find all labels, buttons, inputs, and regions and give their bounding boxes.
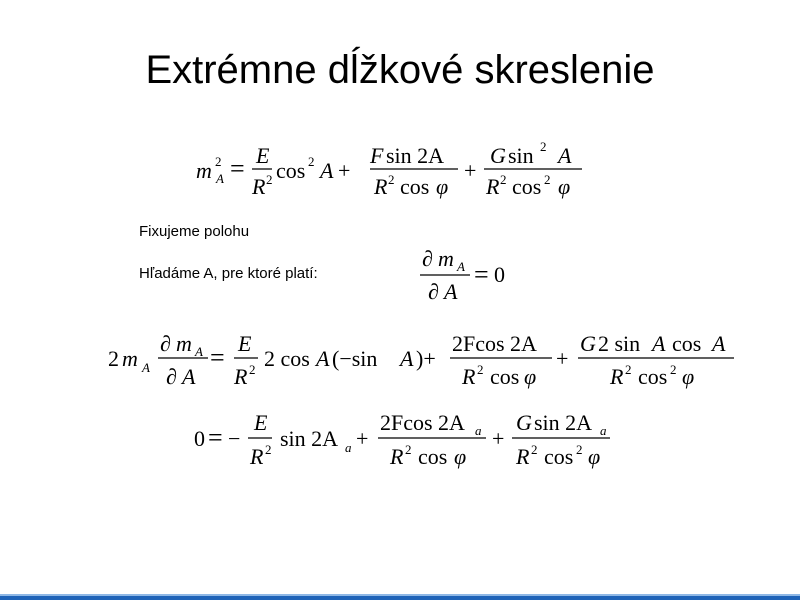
svg-text:cos: cos [418,444,448,469]
svg-text:2: 2 [540,139,547,154]
svg-text:A: A [182,364,196,389]
svg-text:2: 2 [544,172,551,187]
svg-text:G: G [490,143,506,168]
svg-text:2: 2 [477,362,484,377]
svg-text:cos: cos [400,174,430,199]
svg-text:∂: ∂ [422,246,433,271]
svg-text:2: 2 [266,172,273,187]
svg-text:2Fcos 2A: 2Fcos 2A [452,331,537,356]
svg-text:A: A [320,158,334,183]
svg-text:E: E [238,331,252,356]
svg-text:sin 2A: sin 2A [534,410,593,435]
equation-1 [190,138,600,208]
svg-text:2: 2 [405,442,412,457]
fix-position-text: Fixujeme polohu [139,223,250,240]
svg-text:2: 2 [108,346,119,371]
svg-text:m: m [438,246,454,271]
svg-text:+: + [338,158,351,183]
svg-text:cos: cos [490,364,520,389]
svg-text:2: 2 [670,362,677,377]
svg-text:R: R [610,364,624,389]
svg-text:φ: φ [588,444,601,469]
svg-text:2: 2 [576,442,583,457]
svg-text:(−sin: (−sin [332,346,378,371]
svg-text:+: + [556,346,569,371]
svg-text:2: 2 [388,172,395,187]
svg-text:∂: ∂ [166,364,177,389]
svg-text:sin 2A: sin 2A [386,143,445,168]
svg-text:0: 0 [194,426,205,451]
svg-text:+: + [492,426,505,451]
svg-text:A: A [652,331,666,356]
footer-bar [0,594,800,600]
svg-text:m: m [122,346,138,371]
svg-text:=: = [474,260,489,289]
svg-text:A: A [316,346,330,371]
svg-text:+: + [356,426,369,451]
svg-text:cos: cos [672,331,702,356]
svg-text:R: R [374,174,388,199]
svg-text:R: R [486,174,500,199]
svg-text:φ: φ [524,364,537,389]
svg-text:sin 2A: sin 2A [280,426,339,451]
svg-text:cos: cos [276,158,306,183]
svg-text:=: = [230,154,245,183]
svg-text:A: A [195,344,203,359]
svg-text:2 cos: 2 cos [264,346,310,371]
svg-text:A: A [457,259,465,274]
svg-text:φ: φ [682,364,695,389]
svg-text:φ: φ [558,174,571,199]
svg-text:m: m [196,158,212,183]
svg-text:=: = [208,423,223,452]
svg-text:cos: cos [512,174,542,199]
svg-text:E: E [254,410,268,435]
svg-text:A: A [216,171,224,186]
svg-text:−: − [228,426,241,451]
svg-text:0: 0 [494,262,505,287]
svg-text:cos: cos [544,444,574,469]
svg-text:R: R [462,364,476,389]
svg-text:φ: φ [436,174,449,199]
svg-text:R: R [390,444,404,469]
svg-text:E: E [256,143,270,168]
svg-text:R: R [234,364,248,389]
svg-text:a: a [475,423,482,438]
svg-text:+: + [464,158,477,183]
svg-text:A: A [712,331,726,356]
svg-text:)+: )+ [416,346,436,371]
slide-title: Extrémne dĺžkové skreslenie [145,48,655,92]
svg-text:=: = [210,343,225,372]
svg-text:2: 2 [265,442,272,457]
svg-text:a: a [345,440,352,455]
svg-text:2: 2 [308,154,315,169]
equation-4 [190,404,620,474]
svg-text:A: A [444,279,458,304]
svg-text:∂: ∂ [428,279,439,304]
svg-text:2: 2 [625,362,632,377]
svg-text:sin: sin [508,143,534,168]
svg-text:m: m [176,331,192,356]
svg-text:A: A [558,143,572,168]
svg-text:G: G [580,331,596,356]
svg-text:A: A [142,360,150,375]
svg-text:R: R [250,444,264,469]
svg-text:2: 2 [249,362,256,377]
svg-text:F: F [370,143,384,168]
equation-2 [418,240,518,310]
svg-text:A: A [400,346,414,371]
svg-text:2 sin: 2 sin [598,331,641,356]
svg-text:R: R [516,444,530,469]
svg-text:∂: ∂ [160,331,171,356]
svg-text:2: 2 [531,442,538,457]
equation-3 [104,326,744,396]
svg-text:φ: φ [454,444,467,469]
svg-text:G: G [516,410,532,435]
svg-text:2: 2 [500,172,507,187]
svg-text:cos: cos [638,364,668,389]
svg-text:a: a [600,423,607,438]
svg-text:R: R [252,174,266,199]
svg-text:2Fcos 2A: 2Fcos 2A [380,410,465,435]
svg-text:2: 2 [215,154,222,169]
find-azimuth-text: Hľadáme A, pre ktoré platí: [139,265,318,282]
